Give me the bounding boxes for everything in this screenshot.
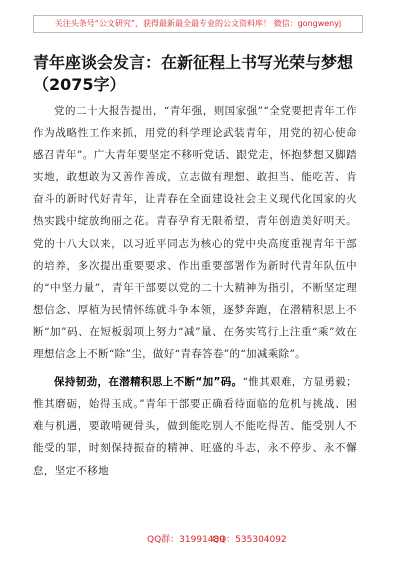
qq-contact-text: QQ：535304092 (212, 535, 287, 545)
paragraph-2-text: “惟其艰难，方显勇毅；惟其磨砺，始得玉成。”青年干部要正确看待面临的危机与挑战、困难与机遇，要敢啃硬骨头，做到能吃别人不能吃得苦、能受别人不能受的罪，时刻保持振奋的精神、旺盛的斗志，永不停步、永不懈怠，坚定不移地 (33, 376, 358, 477)
article-body (33, 100, 357, 482)
paragraph-1-text: 党的二十大报告提出，“青年强，则国家强”“全党要把青年工作作为战略性工作来抓，用党的科学理论武装青年，用党的初心使命感召青年”。广大青年要坚定不移听党话、跟党走，怀抱梦想又脚踏实地，敢想敢为又善作善成，立志做有理想、敢担当、能吃苦、肯奋斗的新时代好青年，让青春在全面建设社会主义现代化国家的火热实践中绽放绚丽之花。青春孕育无限希望，青年创造美好明天。党的十八大以来，以习近平同志为核心的党中央高度重视青年干部的培养，多次提出重要要求、作出重要部署作为新时代青年队伍中的“中坚力量”，青年干部要以党的二十大精神为指引，不断坚定理想信念、厚植为民情怀练就斗争本领，逐梦奔跑，在潜精积思上不断“加”码、在短板弱项上努力“减”量、在务实笃行上注重“乘”效在理想信念上不断“除”尘，做好“青春答卷”的“加减乘除”。 (33, 105, 357, 361)
paragraph-2 (33, 371, 357, 481)
paragraph-2-lead: 保持韧劲，在潜精积思上不断“加”码。 (54, 376, 243, 389)
article-title: 青年座谈会发言：在新征程上书写光荣与梦想（2075字） (33, 53, 354, 94)
paragraph-1 (33, 100, 357, 365)
promo-banner: 关注头条号“公文研究”，获得最新最全最专业的公文资料库！ 微信：gongwenyj (33, 15, 363, 33)
footer-contact (0, 530, 408, 550)
qq-group-text: QQ群：31991489 (147, 535, 225, 545)
